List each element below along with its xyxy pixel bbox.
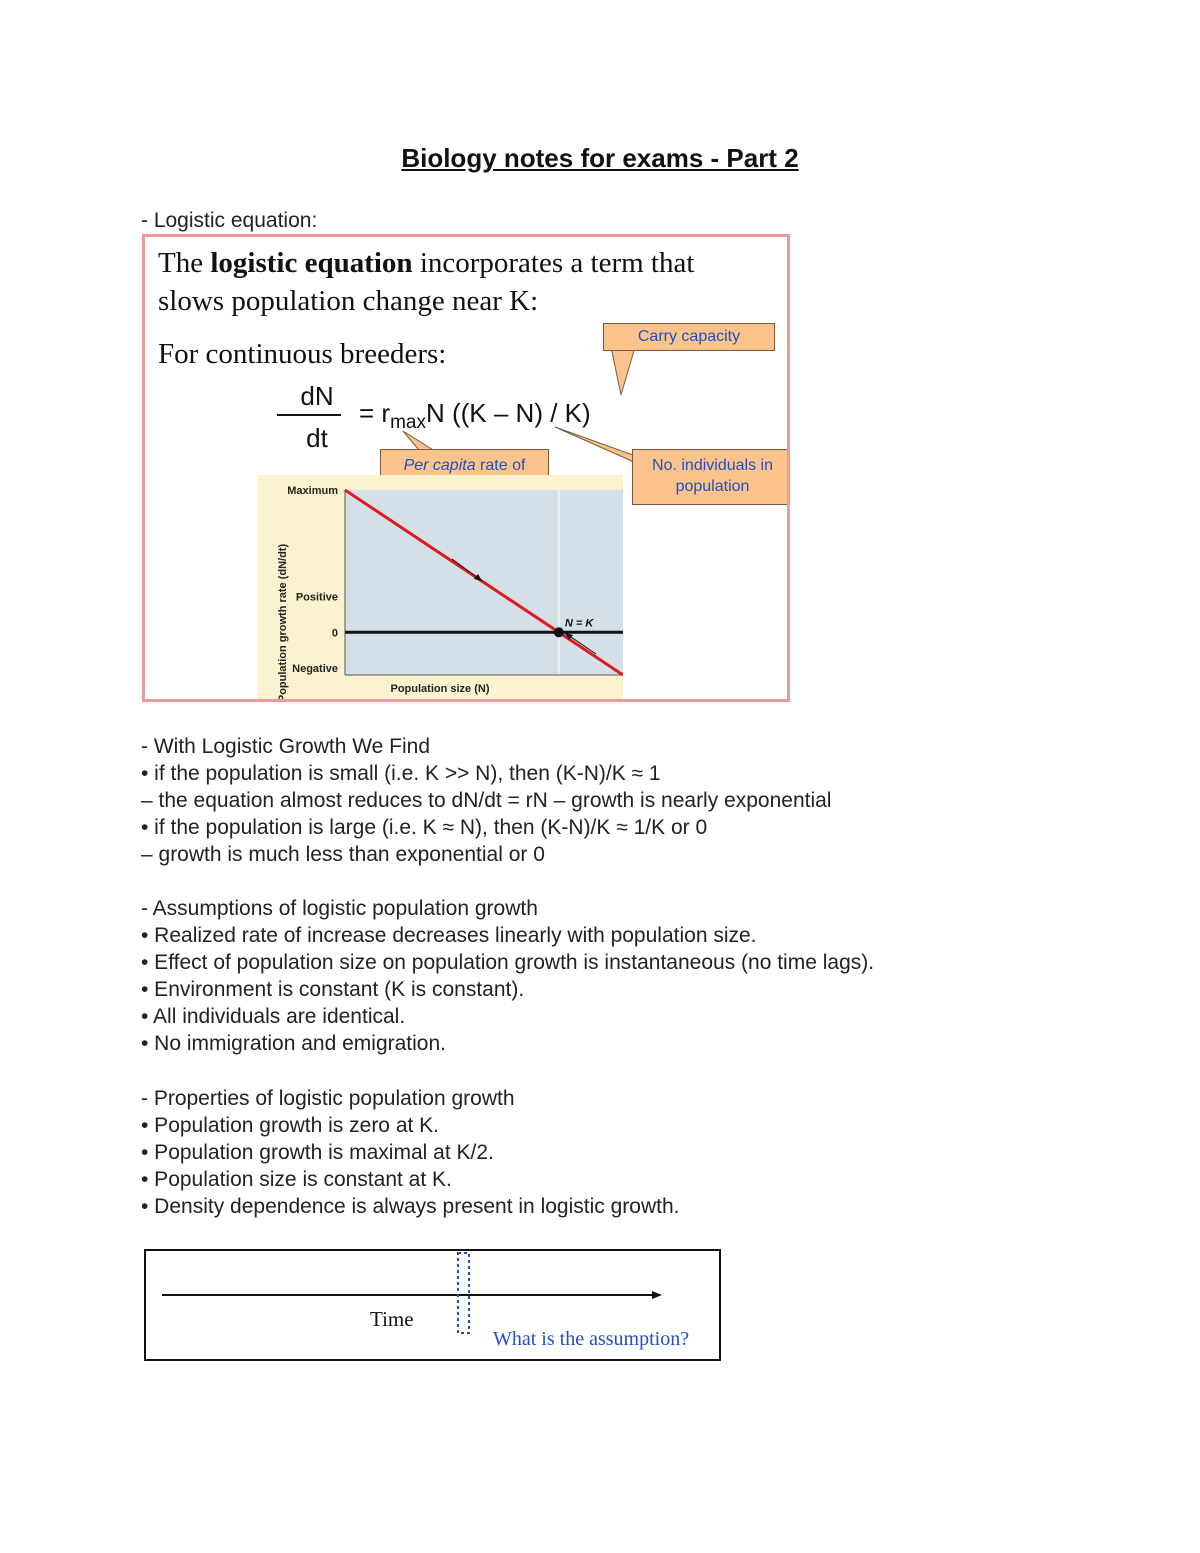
y-axis-label: Population growth rate (dN/dt) (277, 543, 289, 703)
eq-denominator: dt (306, 423, 328, 453)
time-label: Time (370, 1307, 414, 1331)
list-item: • Population size is constant at K. (141, 1168, 452, 1191)
x-axis-label: Population size (N) (390, 683, 490, 695)
list-item: • Realized rate of increase decreases linearly with population size. (141, 924, 757, 947)
list-item: • Effect of population size on population growth is instantaneous (no time lags). (141, 951, 875, 974)
timeline-box (144, 1249, 721, 1361)
page-title: Biology notes for exams - Part 2 (401, 143, 799, 173)
callout-carry-capacity: Carry capacity (603, 323, 775, 351)
callout-individuals: No. individuals in population (632, 449, 790, 505)
slide-line-3: For continuous breeders: (158, 338, 447, 370)
slide-line-1: The logistic equation incorporates a term that (158, 247, 695, 279)
eq-numerator: dN (300, 381, 334, 411)
equilibrium-label: N = K (564, 617, 594, 630)
y-tick-maximum: Maximum (287, 485, 338, 497)
section-logistic-heading: - Logistic equation: (141, 209, 318, 232)
assumptions-heading: - Assumptions of logistic population growth (141, 897, 538, 920)
list-item: • All individuals are identical. (141, 1005, 406, 1028)
list-item: • Population growth is maximal at K/2. (141, 1141, 494, 1164)
list-item: • Population growth is zero at K. (141, 1114, 440, 1137)
y-tick-zero: 0 (331, 627, 338, 640)
growth-rate-chart (258, 475, 623, 702)
logistic-equation-slide (142, 234, 790, 702)
list-item: • if the population is small (i.e. K >> N), then (K-N)/K ≈ 1 (141, 762, 661, 785)
slide-line-2: slows population change near K: (158, 285, 539, 317)
list-item: – growth is much less than exponential or 0 (141, 843, 545, 866)
list-item: • No immigration and emigration. (141, 1032, 446, 1055)
equilibrium-point (554, 627, 564, 637)
callout-per-capita: Per capita rate of (380, 449, 549, 505)
y-tick-positive: Positive (295, 591, 338, 604)
list-item: • if the population is large (i.e. K ≈ N), then (K-N)/K ≈ 1/K or 0 (141, 816, 708, 839)
eq-rhs: = $r_{max}N$ ((K – N) / K) (359, 398, 591, 434)
list-item: • Density dependence is always present in logistic growth. (141, 1195, 680, 1218)
list-item: – the equation almost reduces to dN/dt = rN – growth is nearly exponential (141, 789, 832, 812)
y-tick-negative: Negative (292, 662, 338, 675)
properties-heading: - Properties of logistic population growth (141, 1087, 515, 1110)
growth-heading: - With Logistic Growth We Find (141, 735, 431, 758)
assumption-question: What is the assumption? (493, 1328, 690, 1350)
list-item: • Environment is constant (K is constant). (141, 978, 525, 1001)
